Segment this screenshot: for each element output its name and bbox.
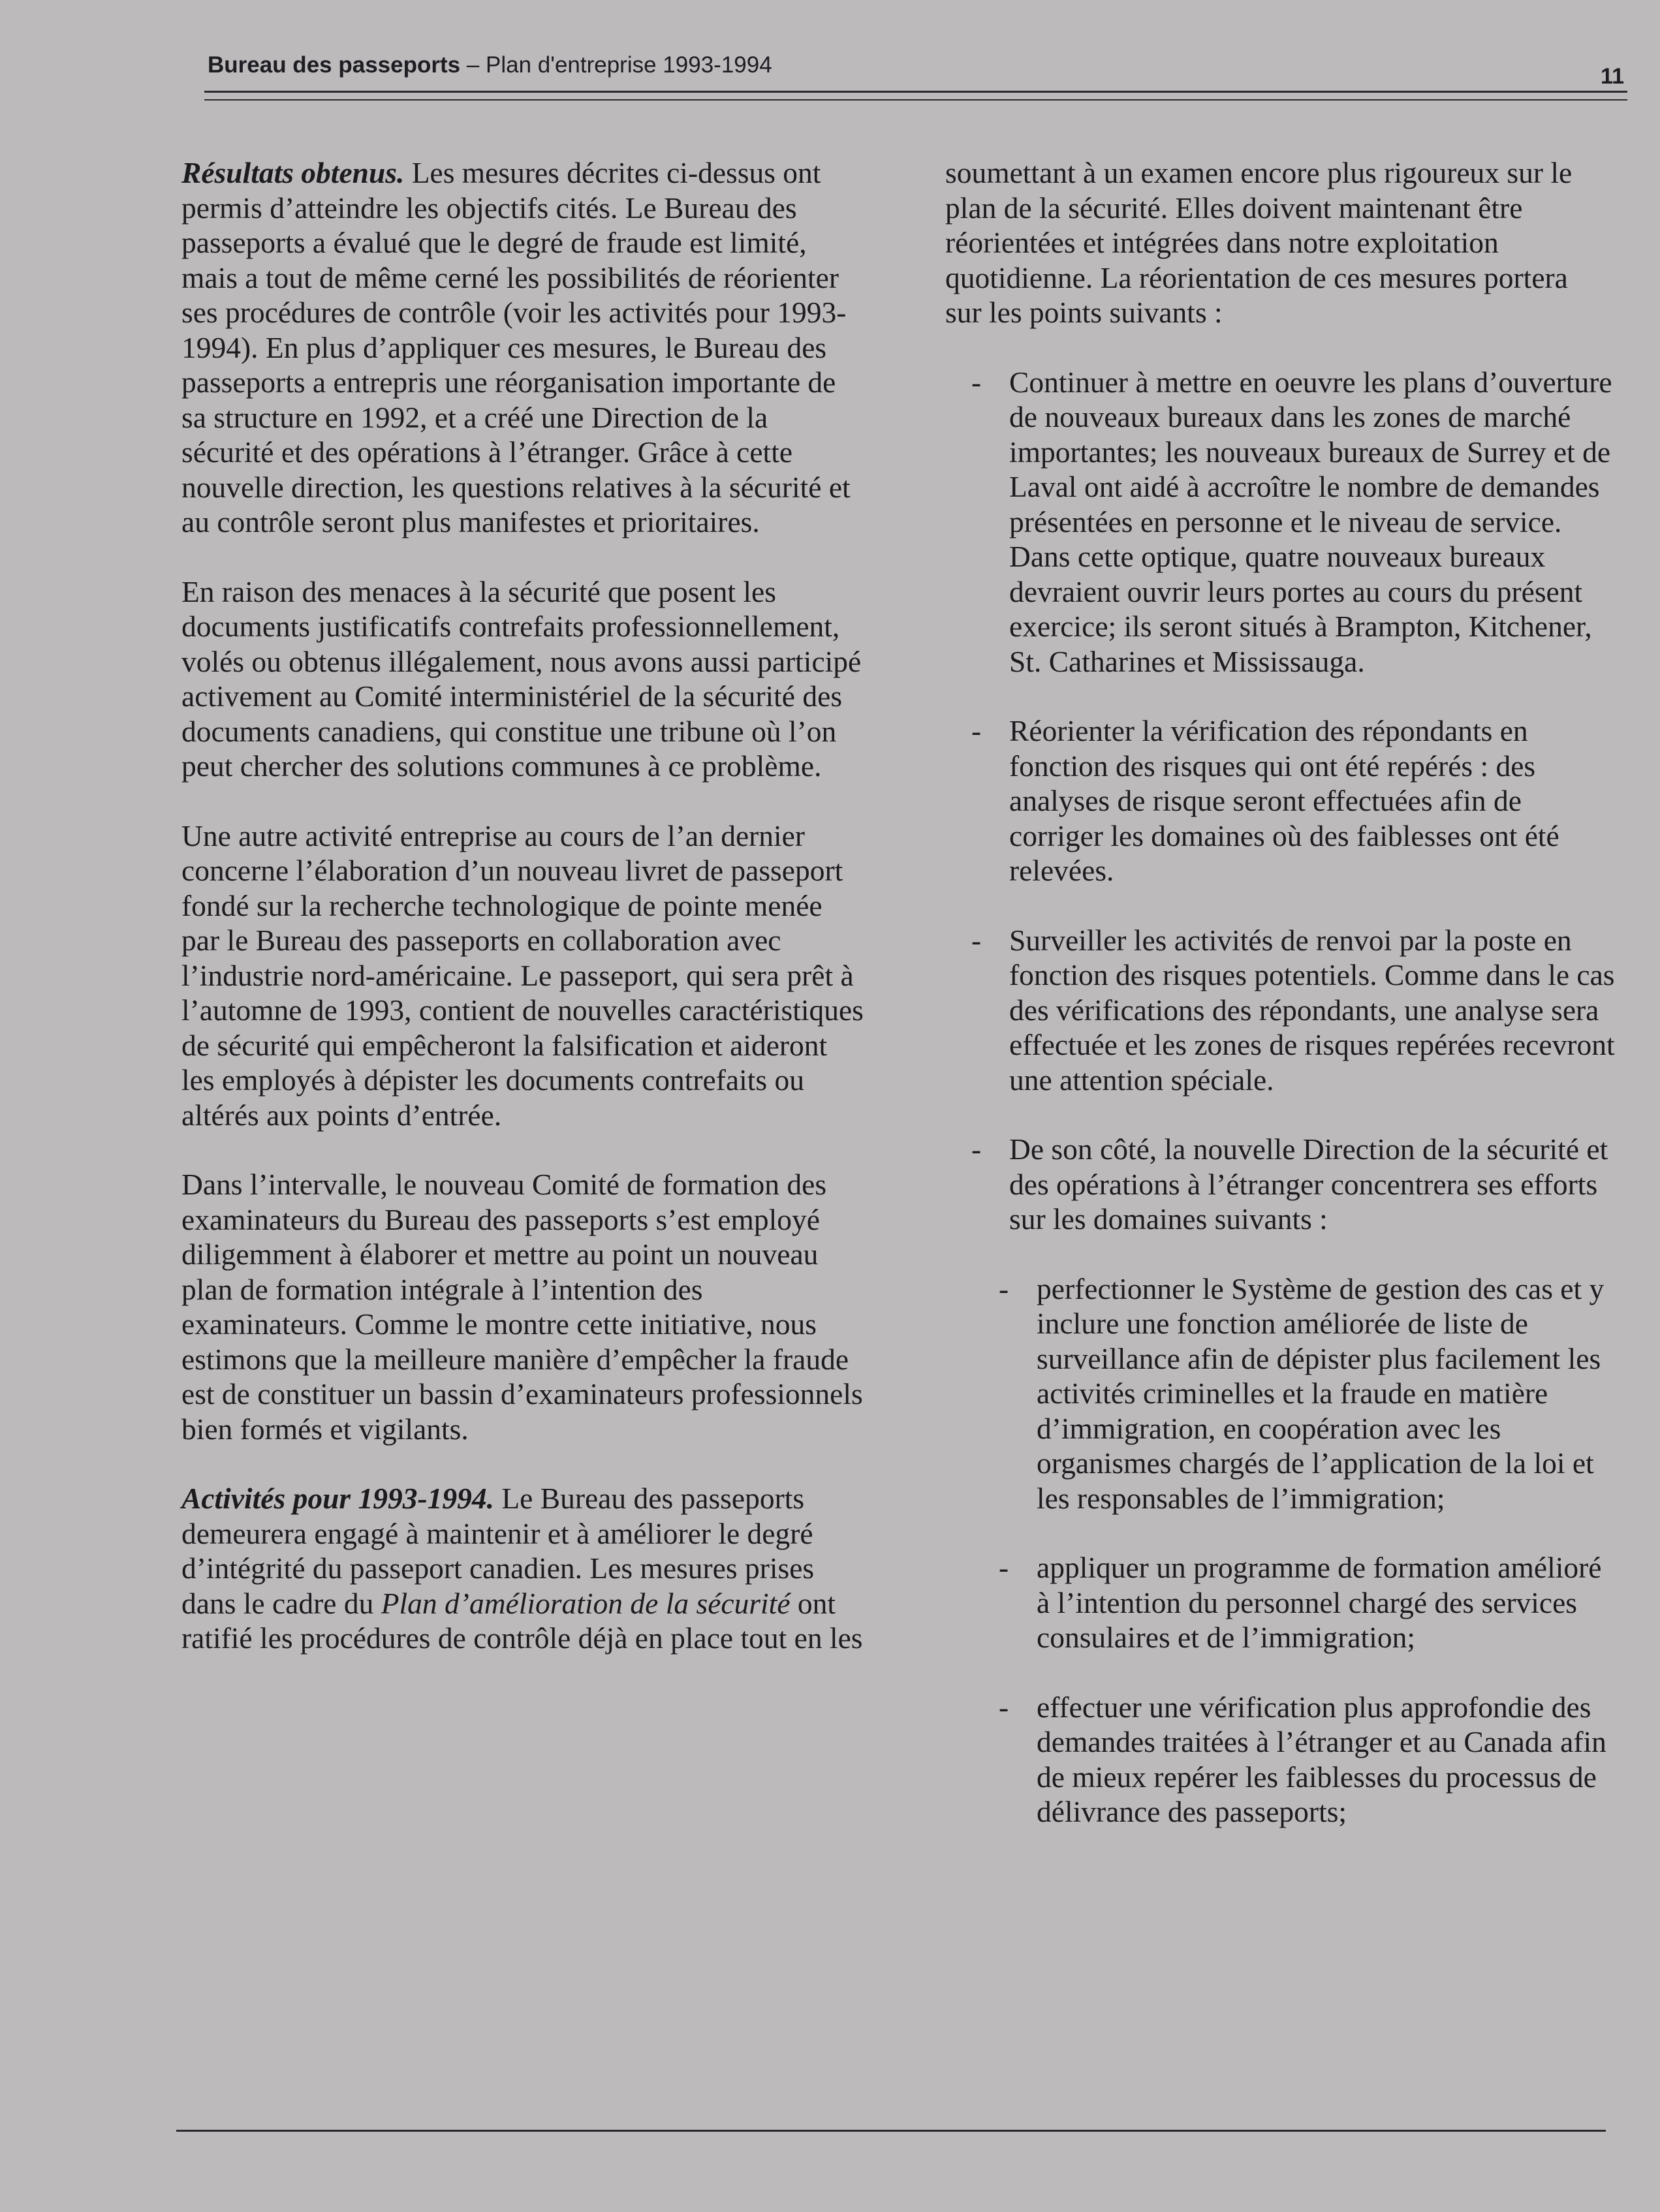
sub-list-item-text: effectuer une vérification plus approfondie des demandes traitées à l’étranger et au Canada afin de mieux repérer les faiblesses du processus de délivrance des passeports; bbox=[1037, 1690, 1606, 1828]
results-text: Les mesures décrites ci-dessus ont permis d’atteindre les objectifs cités. Le Bureau des passeports a évalué que le degré de fraude est limité, mais a tout de même cerné les possibilités de réorienter ses procédures de contrôle (voir les activités pour 1993-1994). En plus d’appliquer ces mesures, le Bureau des passeports a entrepris une réorganisation importante de sa structure en 1992, et a créé une Direction de la sécurité et des opérations à l’étranger. Grâce à cette nouvelle direction, les questions relatives à la sécurité et au contrôle seront plus manifestes et prioritaires. bbox=[181, 156, 851, 538]
security-plan-title: Plan d’amélioration de la sécurité bbox=[381, 1586, 791, 1620]
paragraph-threats: En raison des menaces à la sécurité que posent les documents justificatifs contrefaits professionnellement, volés ou obtenus illégalement, nous avons aussi participé activement au Comité interministériel de la sécurité des documents canadiens, qui constitue une tribune où l’on peut chercher des solutions communes à ce problème. bbox=[181, 574, 862, 783]
dash-marker: - bbox=[999, 1690, 1009, 1724]
list-item bbox=[945, 923, 1618, 1098]
sub-list-item bbox=[945, 1550, 1618, 1655]
running-header bbox=[208, 52, 1624, 89]
header-doc-title: Plan d'entreprise 1993-1994 bbox=[486, 52, 772, 78]
activities-heading: Activités pour 1993-1994. bbox=[181, 1482, 494, 1515]
dash-marker: - bbox=[999, 1551, 1009, 1584]
list-item bbox=[945, 365, 1618, 679]
header-rule bbox=[204, 91, 1627, 93]
dash-marker: - bbox=[971, 1132, 982, 1166]
sub-list-item-text: appliquer un programme de formation amélioré à l’intention du personnel chargé des services consulaires et de l’immigration; bbox=[1037, 1551, 1602, 1654]
paragraph-training: Dans l’intervalle, le nouveau Comité de formation des examinateurs du Bureau des passeports s’est employé diligemment à élaborer et mettre au point un nouveau plan de formation intégrale à l’intention des examinateurs. Comme le montre cette initiative, nous estimons que la meilleure manière d’empêcher la fraude est de constituer un bassin d’examinateurs professionnels bien formés et vigilants. bbox=[181, 1168, 863, 1446]
dash-marker: - bbox=[971, 365, 982, 399]
dash-marker: - bbox=[971, 714, 982, 747]
left-column bbox=[181, 155, 864, 1656]
header-org: Bureau des passeports bbox=[208, 52, 461, 78]
activities-text-a: Le Bureau des passeports demeurera engagé à maintenir et à améliorer le degré d’intégrité du passeport canadien. Les mesures prises dans le cadre du bbox=[181, 1482, 815, 1620]
right-column bbox=[945, 155, 1618, 1830]
dash-marker: - bbox=[971, 923, 982, 957]
activities-text-b: ont ratifié les procédures de contrôle déjà en place tout en les bbox=[181, 1586, 863, 1655]
paragraph-continuation: soumettant à un examen encore plus rigoureux sur le plan de la sécurité. Elles doivent maintenant être réorientées et intégrées dans notre exploitation quotidienne. La réorientation de ces mesures portera sur les points suivants : bbox=[945, 156, 1573, 329]
sub-list-item-text: perfectionner le Système de gestion des cas et y inclure une fonction améliorée de liste de surveillance afin de dépister plus facilement les activités criminelles et la fraude en matière d’immigration, en coopération avec les organismes chargés de l’application de la loi et les responsables de l’immigration; bbox=[1037, 1271, 1605, 1515]
list-item-text: Surveiller les activités de renvoi par la poste en fonction des risques potentiels. Comme dans le cas des vérifications des répondants, une analyse sera effectuée et les zones de risques repérées recevront une attention spéciale. bbox=[1009, 923, 1615, 1097]
footer-rule bbox=[176, 2130, 1606, 2132]
dash-marker: - bbox=[999, 1271, 1009, 1305]
header-separator: – bbox=[460, 52, 486, 78]
list-item-text: Réorienter la vérification des répondants en fonction des risques qui ont été repérés : des analyses de risque seront effectuées afin de corriger les domaines où des faiblesses ont été relevées. bbox=[1009, 714, 1559, 887]
sub-list-item bbox=[945, 1271, 1618, 1516]
list-item bbox=[945, 1132, 1618, 1237]
page-number: 11 bbox=[1601, 64, 1624, 89]
sub-list-item bbox=[945, 1690, 1618, 1830]
results-heading: Résultats obtenus. bbox=[181, 156, 405, 189]
paragraph-activities bbox=[181, 1481, 864, 1656]
paragraph-new-passport: Une autre activité entreprise au cours de l’an dernier concerne l’élaboration d’un nouveau livret de passeport fondé sur la recherche technologique de pointe menée par le Bureau des passeports en collaboration avec l’industrie nord-américaine. Le passeport, qui sera prêt à l’automne de 1993, contient de nouvelles caractéristiques de sécurité qui empêcheront la falsification et aideront les employés à dépister les documents contrefaits ou altérés aux points d’entrée. bbox=[181, 818, 864, 1132]
list-item-text: Continuer à mettre en oeuvre les plans d’ouverture de nouveaux bureaux dans les zones de marché importantes; les nouveaux bureaux de Surrey et de Laval ont aidé à accroître le nombre de demandes présentées en personne et le niveau de service. Dans cette optique, quatre nouveaux bureaux devraient ouvrir leurs portes au cours du présent exercice; ils seront situés à Brampton, Kitchener, St. Catharines et Mississauga. bbox=[1009, 365, 1612, 678]
paragraph-results bbox=[181, 155, 864, 540]
list-item bbox=[945, 713, 1618, 888]
list-item-text: De son côté, la nouvelle Direction de la sécurité et des opérations à l’étranger concentrera ses efforts sur les domaines suivants : bbox=[1009, 1132, 1608, 1236]
header-rule-secondary bbox=[204, 99, 1627, 101]
